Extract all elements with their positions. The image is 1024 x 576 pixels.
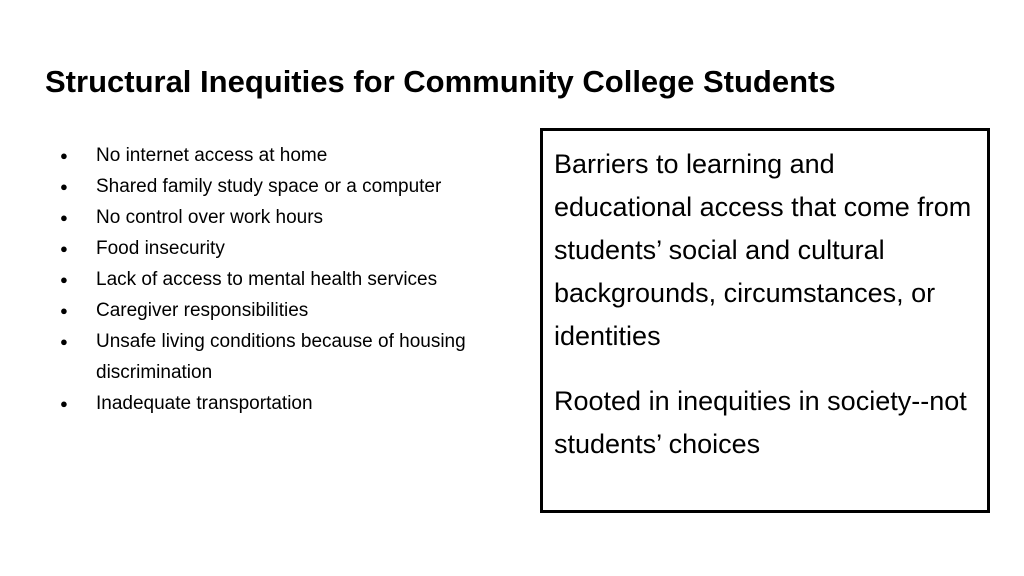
bullet-dot-icon: ● xyxy=(60,210,68,225)
list-item-label: No control over work hours xyxy=(96,207,324,228)
list-item-caregiver xyxy=(60,295,480,326)
bullet-dot-icon: ● xyxy=(60,148,68,163)
list-item-living-conditions xyxy=(60,326,480,388)
list-item-label: Inadequate transportation xyxy=(96,393,313,414)
definition-box xyxy=(540,128,990,513)
list-item-internet xyxy=(60,140,480,171)
list-item-transportation xyxy=(60,388,480,419)
list-item-mental-health xyxy=(60,264,480,295)
bullet-dot-icon: ● xyxy=(60,396,68,411)
definition-paragraph: Barriers to learning and educational access that come from students’ social and cultural backgrounds, circumstances, or identities xyxy=(554,149,972,351)
bullet-dot-icon: ● xyxy=(60,334,68,349)
list-item-label: Food insecurity xyxy=(96,238,225,259)
list-item-label: Lack of access to mental health services xyxy=(96,269,438,290)
slide-title: Structural Inequities for Community College Students xyxy=(45,64,836,99)
list-item-label: Shared family study space or a computer xyxy=(96,176,442,197)
inequities-list xyxy=(60,140,480,419)
list-item-study-space xyxy=(60,171,480,202)
definition-root-cause: Rooted in inequities in society--not students’ choices xyxy=(554,386,967,459)
list-item-work-hours xyxy=(60,202,480,233)
bullet-dot-icon: ● xyxy=(60,241,68,256)
list-item-label: No internet access at home xyxy=(96,145,328,166)
list-item-label: Unsafe living conditions because of housing discrimination xyxy=(96,331,466,383)
list-item-label: Caregiver responsibilities xyxy=(96,300,309,321)
bullet-dot-icon: ● xyxy=(60,179,68,194)
bullet-dot-icon: ● xyxy=(60,303,68,318)
bullet-dot-icon: ● xyxy=(60,272,68,287)
list-item-food-insecurity xyxy=(60,233,480,264)
